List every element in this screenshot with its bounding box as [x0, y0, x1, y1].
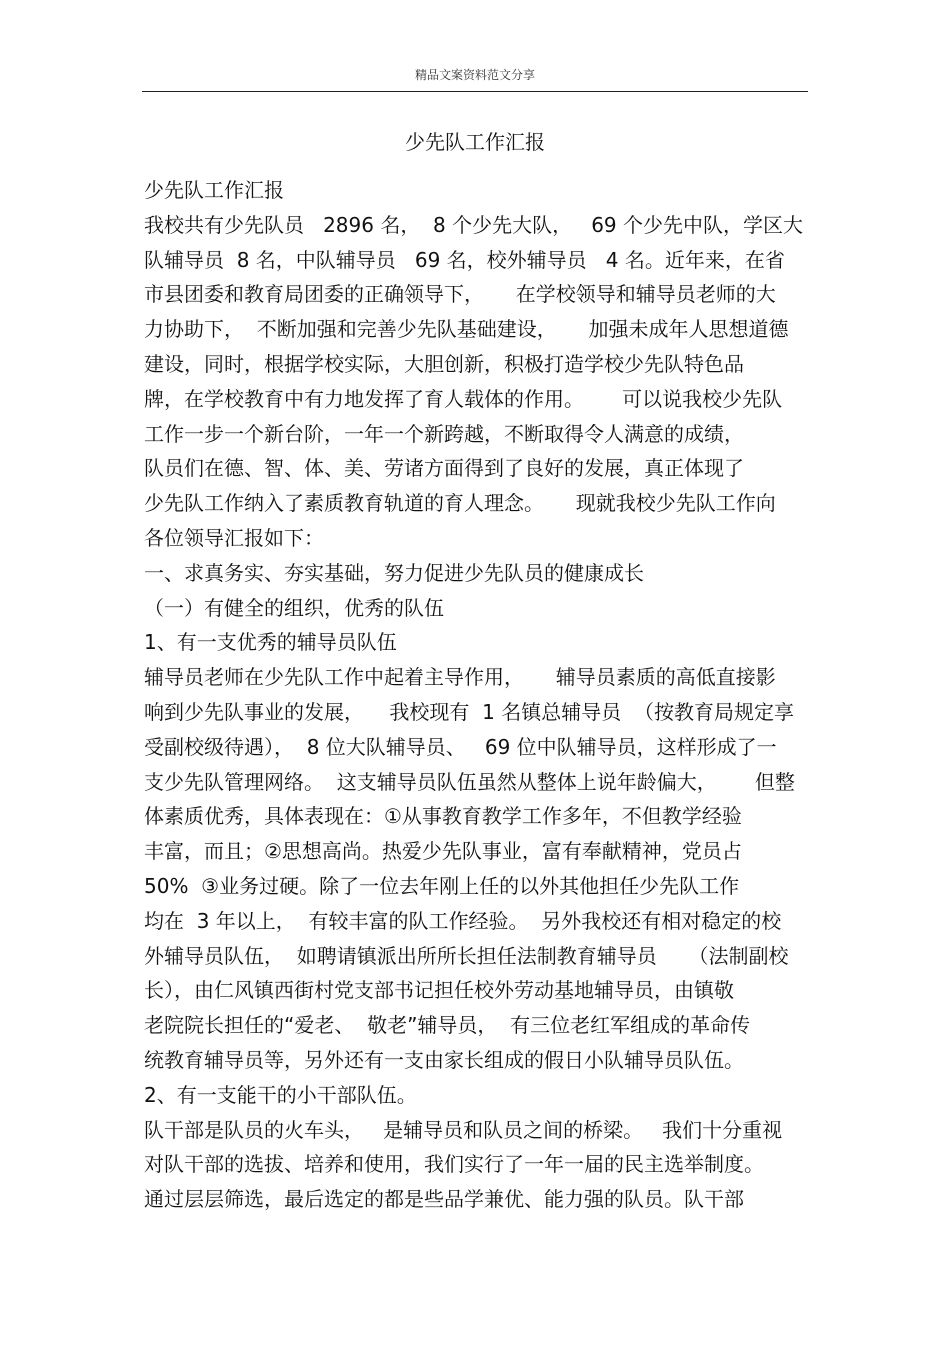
- header-divider: [142, 91, 808, 92]
- body-line: 牌，在学校教育中有力地发挥了育人载体的作用。 可以说我校少先队: [144, 386, 783, 411]
- body-line: 丰富，而且；②思想高尚。热爱少先队事业，富有奉献精神，党员占: [144, 839, 742, 864]
- body-line: 少先队工作汇报: [144, 178, 284, 202]
- body-line: 50% ③业务过硬。除了一位去年刚上任的以外其他担任少先队工作: [144, 873, 740, 898]
- body-line: 受副校级待遇）， 8 位大队辅导员、 69 位中队辅导员，这样形成了一: [144, 734, 777, 759]
- body-line: 辅导员老师在少先队工作中起着主导作用， 辅导员素质的高低直接影: [144, 665, 776, 690]
- body-line: 建设，同时，根据学校实际，大胆创新，积极打造学校少先队特色品: [144, 351, 744, 376]
- document-body: [144, 173, 808, 1217]
- body-line: 市县团委和教育局团委的正确领导下， 在学校领导和辅导员老师的大: [144, 282, 776, 307]
- body-line: 2、有一支能干的小干部队伍。: [144, 1082, 417, 1107]
- body-line: 外辅导员队伍， 如聘请镇派出所所长担任法制教育辅导员 （法制副校: [144, 943, 789, 968]
- body-line: 队员们在德、智、体、美、劳诸方面得到了良好的发展，真正体现了: [144, 456, 744, 481]
- body-line: 响到少先队事业的发展， 我校现有 1 名镇总辅导员 （按教育局规定享: [144, 699, 794, 724]
- body-line: 长），由仁风镇西街村党支部书记担任校外劳动基地辅导员，由镇敬: [144, 978, 734, 1003]
- body-line: 体素质优秀，具体表现在：①从事教育教学工作多年，不但教学经验: [144, 804, 742, 829]
- body-line: 少先队工作纳入了素质教育轨道的育人理念。 现就我校少先队工作向: [144, 491, 776, 516]
- body-line: 通过层层筛选，最后选定的都是些品学兼优、能力强的队员。队干部: [144, 1187, 744, 1212]
- body-line: 队干部是队员的火车头， 是辅导员和队员之间的桥梁。 我们十分重视: [144, 1117, 783, 1142]
- body-line: 各位领导汇报如下：: [144, 525, 324, 550]
- body-line: 我校共有少先队员 2896 名， 8 个少先大队， 69 个少先中队，学区大: [144, 212, 804, 237]
- body-line: 老院院长担任的“爱老、 敬老”辅导员， 有三位老红军组成的革命传: [144, 1013, 751, 1038]
- body-line: 对队干部的选拔、培养和使用，我们实行了一年一届的民主选举制度。: [144, 1152, 764, 1177]
- body-line: 工作一步一个新台阶，一年一个新跨越，不断取得令人满意的成绩，: [144, 421, 744, 446]
- body-line: 统教育辅导员等，另外还有一支由家长组成的假日小队辅导员队伍。: [144, 1047, 744, 1072]
- body-line: （一）有健全的组织，优秀的队伍: [144, 595, 444, 620]
- body-line: 一、求真务实、夯实基础，努力促进少先队员的健康成长: [144, 560, 644, 585]
- body-line: 队辅导员 8 名，中队辅导员 69 名，校外辅导员 4 名。近年来，在省: [144, 247, 785, 272]
- body-line: 1、有一支优秀的辅导员队伍: [144, 630, 397, 655]
- body-line: 支少先队管理网络。 这支辅导员队伍虽然从整体上说年龄偏大， 但整: [144, 769, 795, 794]
- body-line: 力协助下， 不断加强和完善少先队基础建设， 加强未成年人思想道德: [144, 317, 789, 342]
- document-title: 少先队工作汇报: [405, 130, 545, 154]
- body-line: 均在 3 年以上， 有较丰富的队工作经验。 另外我校还有相对稳定的校: [144, 908, 782, 933]
- header-text: 精品文案资料范文分享: [414, 68, 535, 82]
